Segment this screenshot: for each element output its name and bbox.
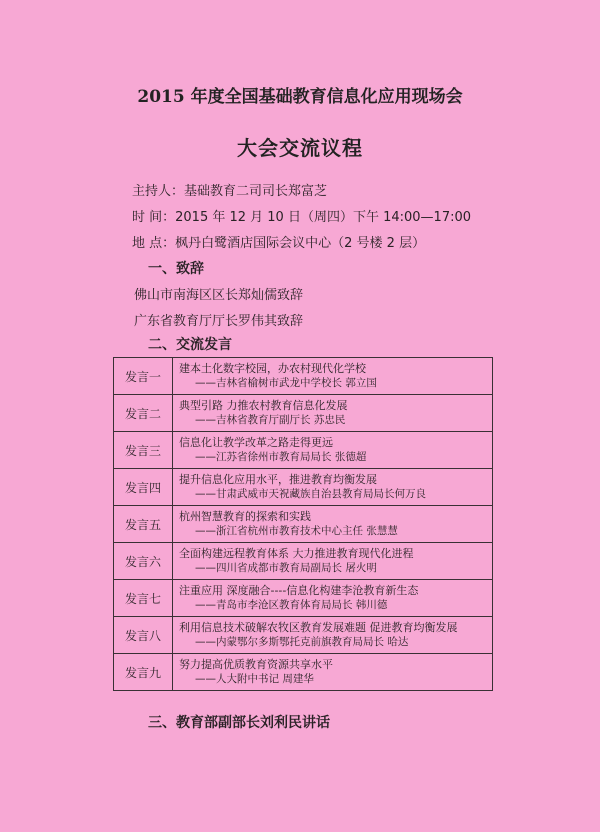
speaker-cell: 发言二	[114, 395, 173, 432]
section-heading-speeches: 一、致辞	[148, 261, 204, 277]
content-cell	[173, 395, 493, 432]
talk-topic: 利用信息技术破解农牧区教育发展难题 促进教育均衡发展	[179, 621, 458, 634]
content-cell	[173, 506, 493, 543]
place-line: 地 点：枫丹白鹭酒店国际会议中心（2 号楼 2 层）	[132, 236, 426, 251]
exchange-table	[113, 357, 493, 691]
document-title: 2015 年度全国基础教育信息化应用现场会	[137, 87, 463, 107]
talk-topic: 注重应用 深度融合----信息化构建李沧教育新生态	[179, 584, 419, 597]
talk-speaker: ——甘肃武威市天祝藏族自治县教育局局长何万良	[195, 488, 426, 500]
speaker-cell: 发言三	[114, 432, 173, 469]
host-line: 主持人：基础教育二司司长郑富芝	[132, 184, 328, 199]
table-row	[114, 543, 493, 580]
table-row	[114, 358, 493, 395]
talk-speaker: ——内蒙鄂尔多斯鄂托克前旗教育局局长 哈达	[195, 636, 409, 648]
content-cell	[173, 358, 493, 395]
content-cell	[173, 654, 493, 691]
talk-topic: 提升信息化应用水平，推进教育均衡发展	[179, 473, 377, 486]
section-heading-closing: 三、教育部副部长刘利民讲话	[148, 715, 330, 731]
talk-speaker: ——四川省成都市教育局副局长 屠火明	[195, 562, 377, 574]
content-cell	[173, 432, 493, 469]
talk-topic: 杭州智慧教育的探索和实践	[179, 510, 311, 523]
speaker-cell: 发言五	[114, 506, 173, 543]
talk-topic: 建本土化数字校园，办农村现代化学校	[179, 362, 366, 375]
talk-topic: 典型引路 力推农村教育信息化发展	[179, 399, 348, 412]
talk-speaker: ——吉林省教育厅副厅长 苏忠民	[195, 414, 346, 426]
table-row	[114, 432, 493, 469]
speaker-cell: 发言八	[114, 617, 173, 654]
talk-speaker: ——青岛市李沧区教育体育局局长 韩川德	[195, 599, 388, 611]
talk-topic: 信息化让教学改革之路走得更远	[179, 436, 333, 449]
section-heading-exchange: 二、交流发言	[148, 337, 232, 353]
content-cell	[173, 580, 493, 617]
table-row	[114, 469, 493, 506]
content-cell	[173, 617, 493, 654]
speaker-cell: 发言四	[114, 469, 173, 506]
talk-topic: 努力提高优质教育资源共享水平	[179, 658, 333, 671]
talk-speaker: ——人大附中书记 周建华	[195, 673, 314, 685]
table-row	[114, 654, 493, 691]
document-subtitle: 大会交流议程	[237, 136, 363, 160]
speaker-cell: 发言六	[114, 543, 173, 580]
table-row	[114, 395, 493, 432]
talk-speaker: ——浙江省杭州市教育技术中心主任 张慧慧	[195, 525, 398, 537]
speaker-cell: 发言一	[114, 358, 173, 395]
table-row	[114, 506, 493, 543]
talk-speaker: ——江苏省徐州市教育局局长 张德超	[195, 451, 367, 463]
time-line: 时 间：2015 年 12 月 10 日（周四）下午 14:00—17:00	[132, 210, 472, 225]
speech-item: 佛山市南海区区长郑灿儒致辞	[134, 288, 304, 303]
talk-speaker: ——吉林省榆树市武龙中学校长 郭立国	[195, 377, 377, 389]
speech-item: 广东省教育厅厅长罗伟其致辞	[134, 314, 304, 329]
table-row	[114, 617, 493, 654]
speaker-cell: 发言七	[114, 580, 173, 617]
talk-topic: 全面构建远程教育体系 大力推进教育现代化进程	[179, 547, 414, 560]
content-cell	[173, 543, 493, 580]
speaker-cell: 发言九	[114, 654, 173, 691]
content-cell	[173, 469, 493, 506]
table-row	[114, 580, 493, 617]
